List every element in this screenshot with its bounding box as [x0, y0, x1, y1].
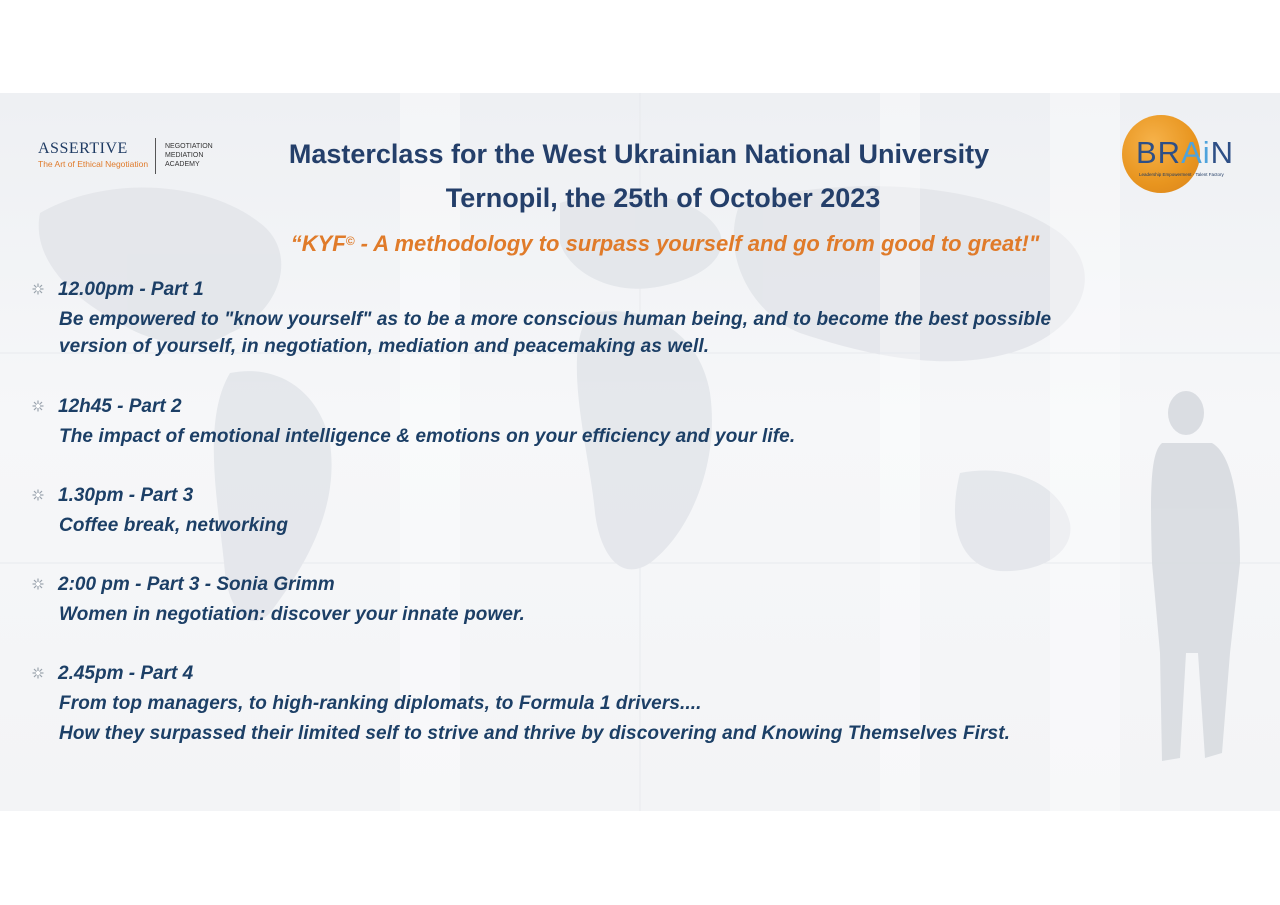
- assertive-sub-line: MEDIATION: [165, 152, 204, 159]
- agenda-item-text: Women in negotiation: discover your innate power.: [59, 604, 525, 625]
- agenda-item-time: 1.30pm - Part 3: [58, 485, 194, 506]
- sunburst-bullet-icon: [32, 489, 44, 501]
- agenda-item-text: How they surpassed their limited self to strive and thrive by discovering and Knowing Themselves First.: [59, 723, 1011, 744]
- assertive-logo-name: ASSERTIVE: [38, 140, 128, 157]
- agenda-item-text: The impact of emotional intelligence & emotions on your efficiency and your life.: [59, 426, 796, 447]
- assertive-logo-tagline: The Art of Ethical Negotiation: [38, 159, 149, 169]
- agenda-item-time: 12h45 - Part 2: [58, 396, 182, 417]
- slide: [0, 93, 1280, 811]
- agenda-item-text: Be empowered to "know yourself" as to be a more conscious human being, and to become the best possible: [59, 309, 1052, 330]
- agenda-item-text: version of yourself, in negotiation, mediation and peacemaking as well.: [59, 336, 710, 357]
- sunburst-bullet-icon: [32, 400, 44, 412]
- page-subtitle: “KYF© - A methodology to surpass yourself and go from good to great!": [290, 231, 1040, 256]
- agenda-item-time: 12.00pm - Part 1: [58, 279, 204, 300]
- page-title-date: Ternopil, the 25th of October 2023: [445, 183, 881, 213]
- agenda-item-text: Coffee break, networking: [59, 515, 289, 536]
- agenda-item-time: 2:00 pm - Part 3 - Sonia Grimm: [58, 574, 335, 595]
- brain-logo-wordmark: BRAiN: [1136, 135, 1235, 170]
- page-title: Masterclass for the West Ukrainian National University: [288, 139, 990, 169]
- assertive-sub-line: ACADEMY: [165, 161, 200, 168]
- sunburst-bullet-icon: [32, 667, 44, 679]
- agenda-item-text: From top managers, to high-ranking diplomats, to Formula 1 drivers....: [59, 693, 702, 714]
- sunburst-bullet-icon: [32, 283, 44, 295]
- assertive-sub-line: NEGOTIATION: [165, 143, 213, 150]
- sunburst-bullet-icon: [32, 578, 44, 590]
- agenda-item-time: 2.45pm - Part 4: [58, 663, 194, 684]
- brain-logo-tagline: Leadership Empowerment · Talent Factory: [1139, 172, 1224, 177]
